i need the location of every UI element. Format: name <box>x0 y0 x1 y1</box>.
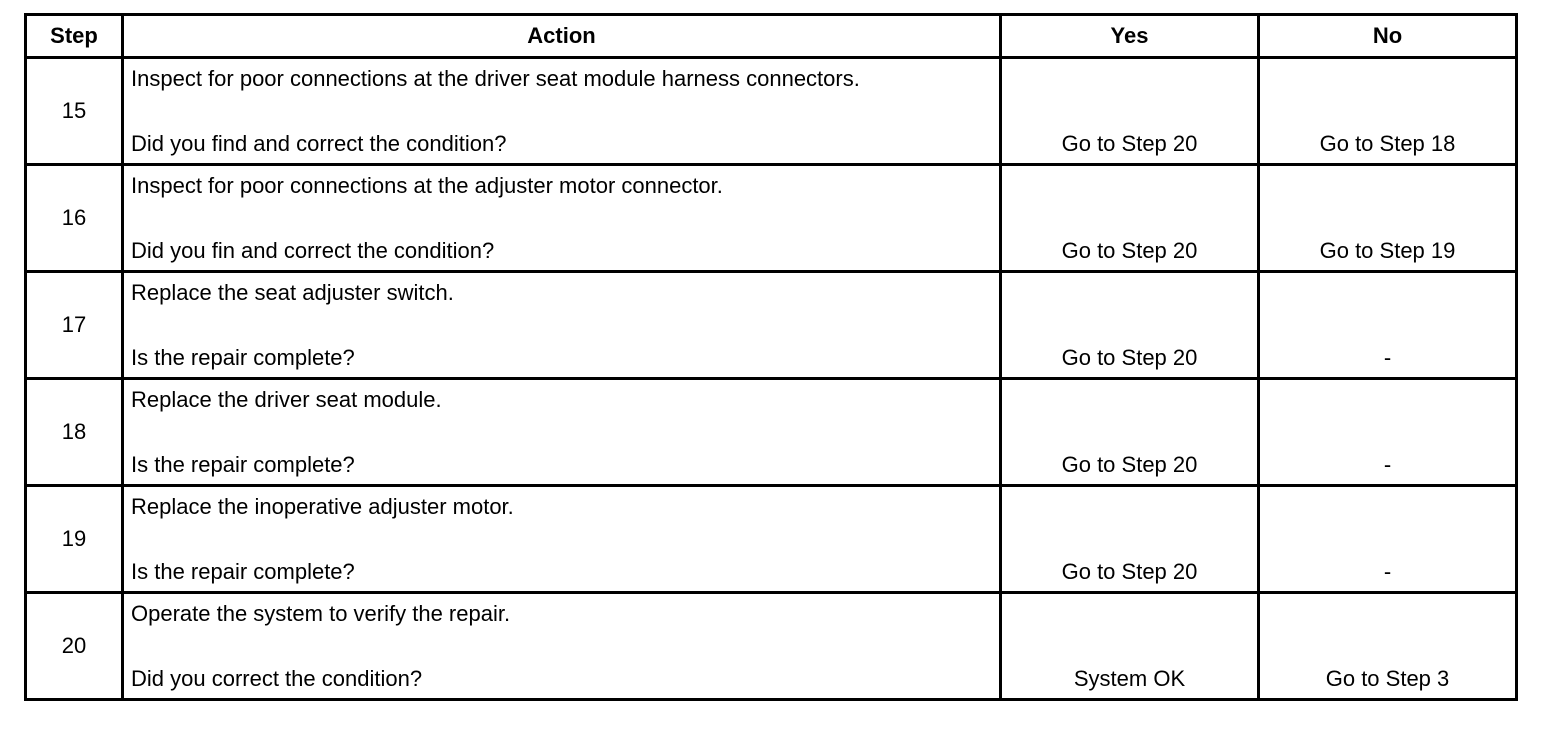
no-cell <box>1259 58 1517 165</box>
no-cell <box>1259 165 1517 272</box>
table-row <box>26 379 1517 486</box>
table-row <box>26 486 1517 593</box>
yes-cell <box>1001 272 1259 379</box>
diagnostic-table <box>24 13 1518 701</box>
action-question: Is the repair complete? <box>131 452 355 477</box>
yes-result: Go to Step 20 <box>1061 559 1198 584</box>
header-no: No <box>1259 15 1517 58</box>
no-cell <box>1259 379 1517 486</box>
yes-cell <box>1001 165 1259 272</box>
action-instruction: Inspect for poor connections at the driver seat module harness connectors. <box>131 66 860 91</box>
header-row <box>26 15 1517 58</box>
action-question: Did you fin and correct the condition? <box>131 238 495 263</box>
yes-result: Go to Step 20 <box>1061 131 1198 156</box>
no-result: - <box>1383 452 1392 477</box>
step-number: 15 <box>26 58 123 165</box>
step-number: 16 <box>26 165 123 272</box>
action-instruction: Operate the system to verify the repair. <box>131 601 511 626</box>
action-cell <box>123 272 1001 379</box>
action-question: Is the repair complete? <box>131 345 355 370</box>
action-question: Did you find and correct the condition? <box>131 131 507 156</box>
step-number: 17 <box>26 272 123 379</box>
action-instruction: Replace the driver seat module. <box>131 387 442 412</box>
header-action: Action <box>123 15 1001 58</box>
table-header <box>26 15 1517 58</box>
yes-cell <box>1001 486 1259 593</box>
header-yes: Yes <box>1001 15 1259 58</box>
action-cell <box>123 379 1001 486</box>
yes-result: Go to Step 20 <box>1061 345 1198 370</box>
yes-cell <box>1001 379 1259 486</box>
action-cell <box>123 593 1001 700</box>
yes-cell <box>1001 593 1259 700</box>
action-cell <box>123 165 1001 272</box>
action-instruction: Replace the inoperative adjuster motor. <box>131 494 514 519</box>
step-number: 19 <box>26 486 123 593</box>
no-result: - <box>1383 559 1392 584</box>
action-instruction: Replace the seat adjuster switch. <box>131 280 454 305</box>
no-result: Go to Step 19 <box>1319 238 1456 263</box>
no-result: Go to Step 18 <box>1319 131 1456 156</box>
action-cell <box>123 486 1001 593</box>
step-number: 20 <box>26 593 123 700</box>
no-cell <box>1259 486 1517 593</box>
header-step: Step <box>26 15 123 58</box>
yes-result: Go to Step 20 <box>1061 452 1198 477</box>
no-result: - <box>1383 345 1392 370</box>
action-instruction: Inspect for poor connections at the adjuster motor connector. <box>131 173 723 198</box>
yes-cell <box>1001 58 1259 165</box>
step-number: 18 <box>26 379 123 486</box>
table-row <box>26 58 1517 165</box>
no-result: Go to Step 3 <box>1325 666 1450 691</box>
table-body <box>26 58 1517 700</box>
no-cell <box>1259 272 1517 379</box>
yes-result: Go to Step 20 <box>1061 238 1198 263</box>
table-row <box>26 593 1517 700</box>
table-row <box>26 272 1517 379</box>
yes-result: System OK <box>1073 666 1186 691</box>
table-row <box>26 165 1517 272</box>
no-cell <box>1259 593 1517 700</box>
action-question: Is the repair complete? <box>131 559 355 584</box>
action-cell <box>123 58 1001 165</box>
action-question: Did you correct the condition? <box>131 666 423 691</box>
